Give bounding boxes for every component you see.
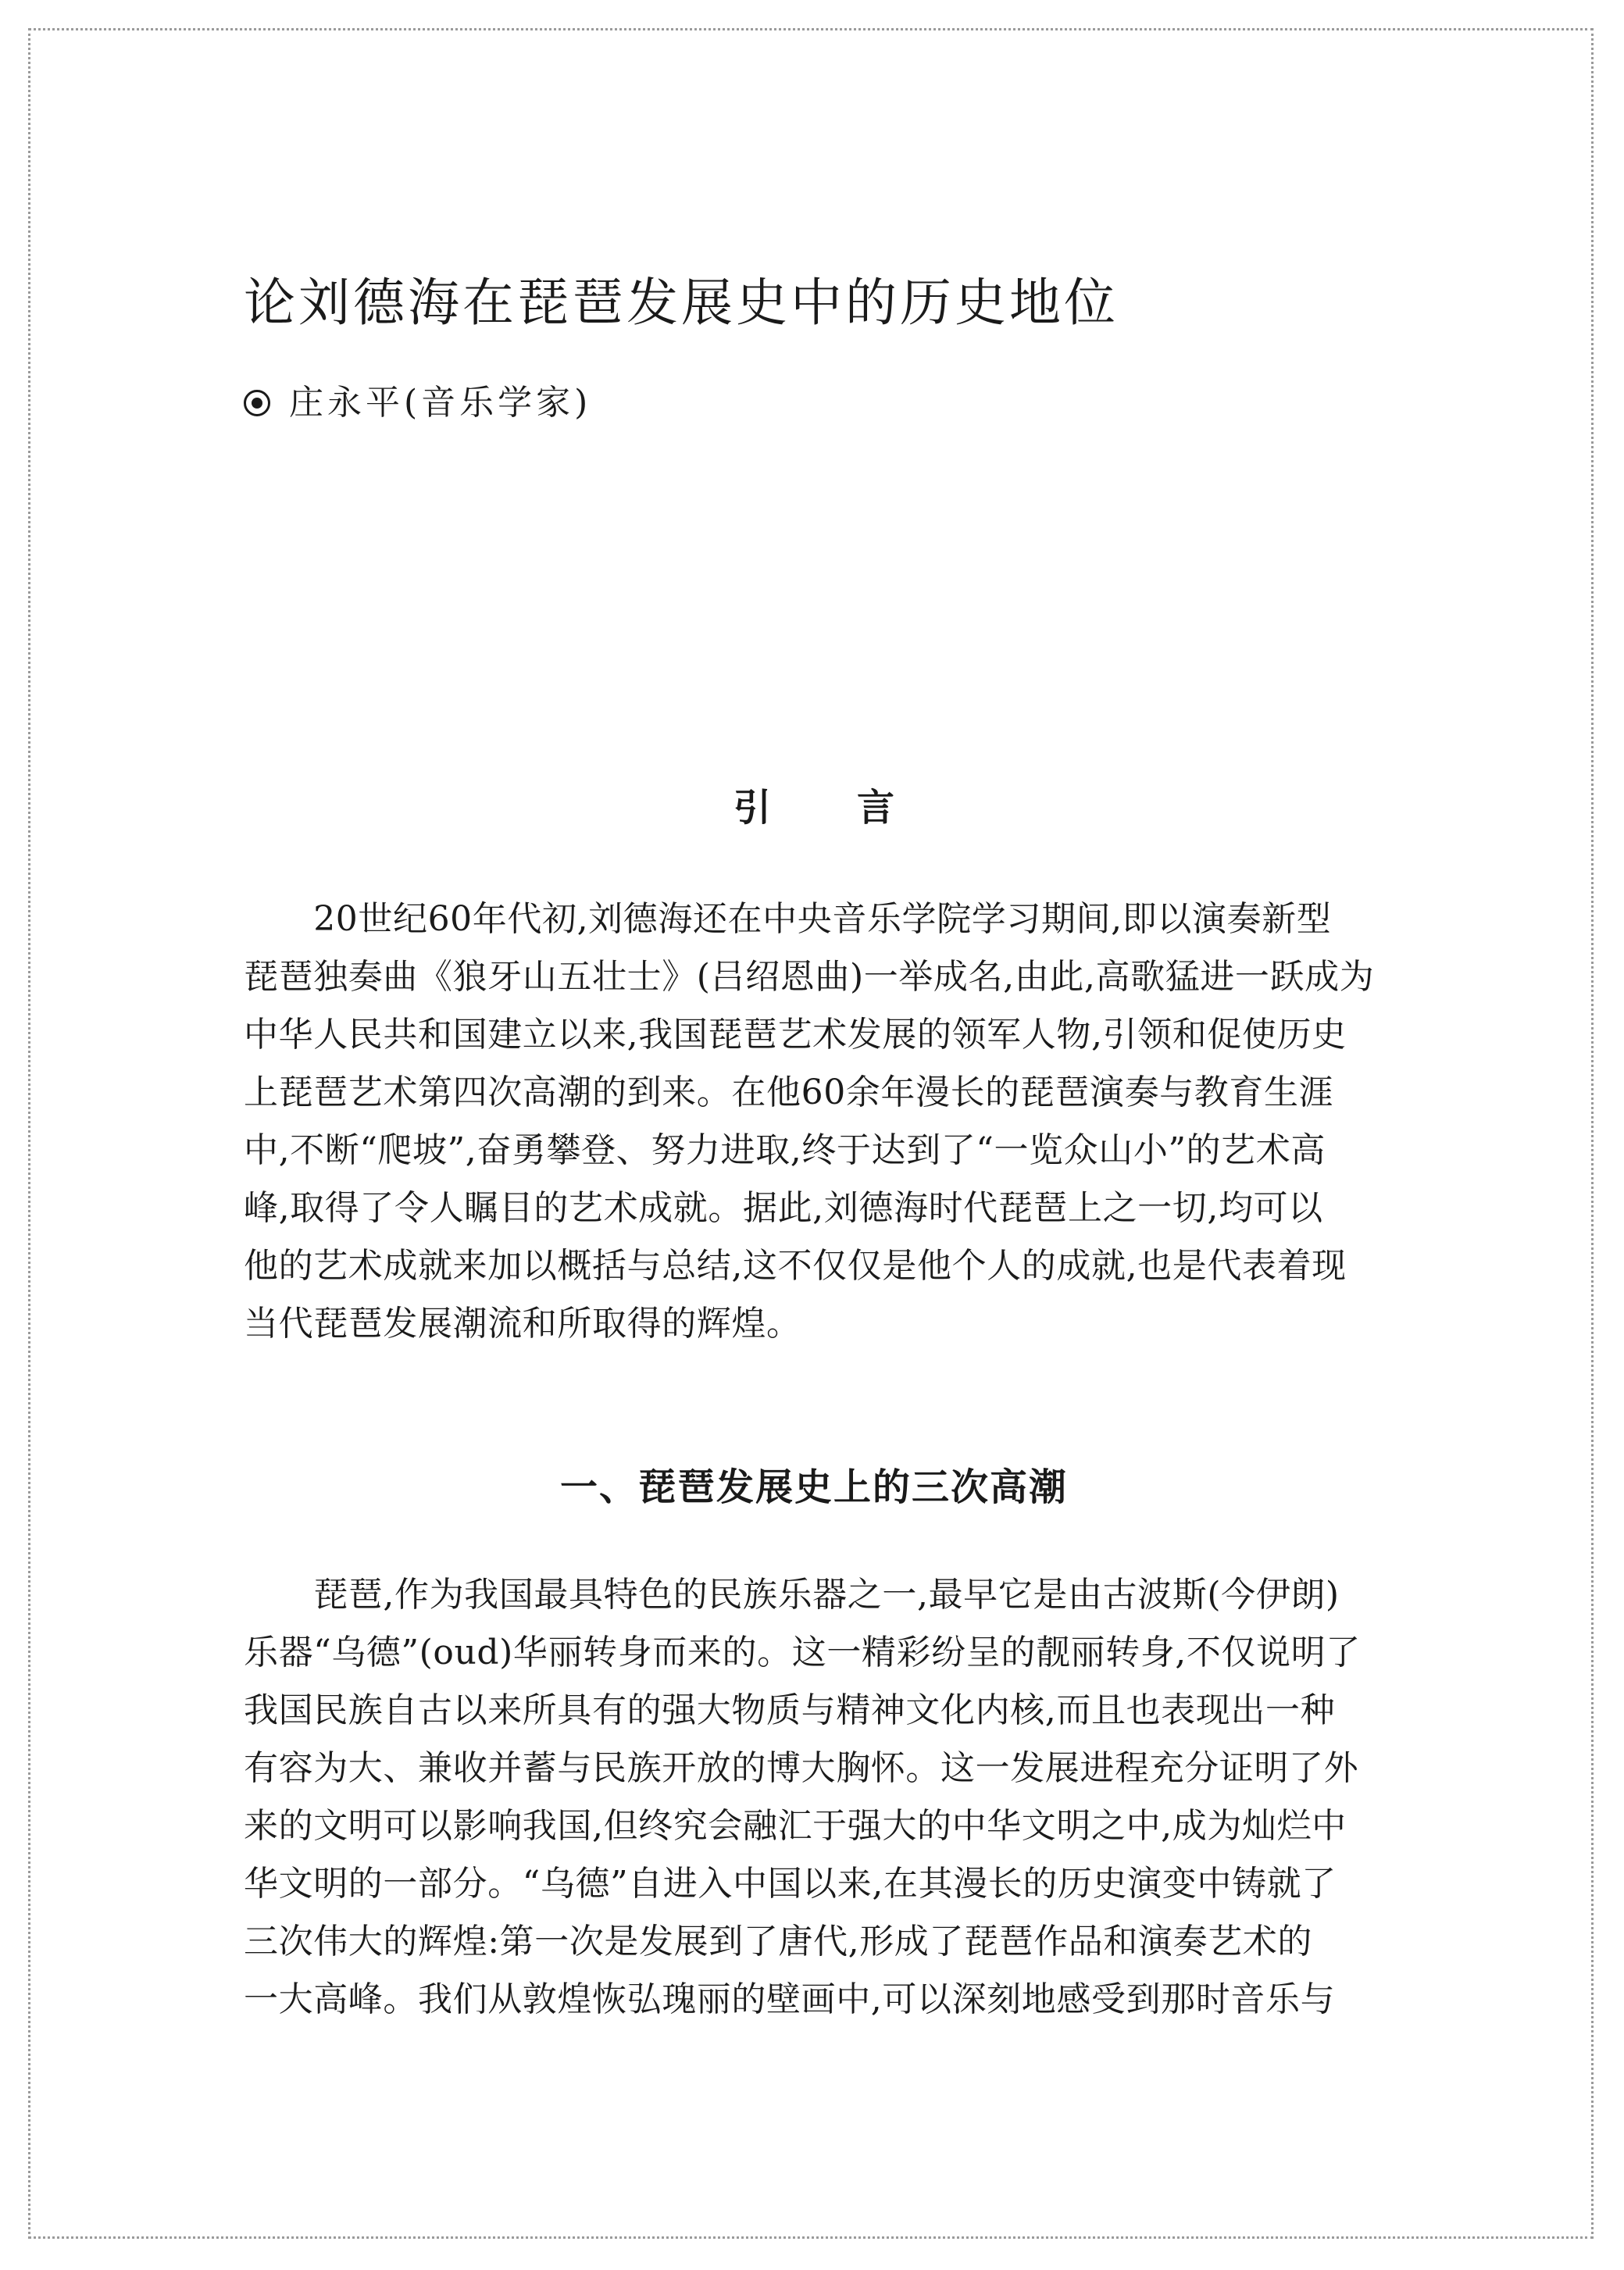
paragraph-section1: [244, 1566, 1384, 2029]
author-byline: [244, 383, 592, 423]
article-title: 论刘德海在琵琶发展史中的历史地位: [244, 273, 1119, 333]
text-line: 有容为大、兼收并蓄与民族开放的博大胸怀。这一发展进程充分证明了外: [244, 1748, 1359, 1788]
text-line: 他的艺术成就来加以概括与总结,这不仅仅是他个人的成就,也是代表着现: [244, 1246, 1347, 1286]
text-line: 我国民族自古以来所具有的强大物质与精神文化内核,而且也表现出一种: [244, 1690, 1336, 1730]
text-line: 当代琵琶发展潮流和所取得的辉煌。: [244, 1304, 801, 1344]
text-line: 华文明的一部分。“乌德”自进入中国以来,在其漫长的历史演变中铸就了: [244, 1864, 1337, 1904]
section-heading-intro: 引言: [733, 786, 980, 830]
paragraph-intro: [244, 891, 1384, 1353]
text-line: 三次伟大的辉煌:第一次是发展到了唐代,形成了琵琶作品和演奏艺术的: [244, 1922, 1313, 1961]
author-name: 庄永平(音乐学家): [289, 383, 592, 423]
text-line: 一大高峰。我们从敦煌恢弘瑰丽的壁画中,可以深刻地感受到那时音乐与: [244, 1979, 1336, 2019]
text-line: 上琵琶艺术第四次高潮的到来。在他60余年漫长的琵琶演奏与教育生涯: [244, 1073, 1334, 1112]
text-line: 琵琶,作为我国最具特色的民族乐器之一,最早它是由古波斯(今伊朗): [244, 1575, 1340, 1615]
text-line: 来的文明可以影响我国,但终究会融汇于强大的中华文明之中,成为灿烂中: [244, 1806, 1347, 1846]
text-line: 20世纪60年代初,刘德海还在中央音乐学院学习期间,即以演奏新型: [244, 899, 1332, 939]
section-heading-1: 一、琵琶发展史上的三次高潮: [559, 1465, 1068, 1509]
bullseye-icon: [244, 390, 270, 416]
text-line: 中,不断“爬坡”,奋勇攀登、努力进取,终于达到了“一览众山小”的艺术高: [244, 1130, 1326, 1170]
text-line: 琵琶独奏曲《狼牙山五壮士》(吕绍恩曲)一举成名,由此,高歌猛进一跃成为: [244, 957, 1375, 997]
text-line: 中华人民共和国建立以来,我国琵琶艺术发展的领军人物,引领和促使历史: [244, 1015, 1347, 1055]
text-line: 峰,取得了令人瞩目的艺术成就。据此,刘德海时代琵琶上之一切,均可以: [244, 1188, 1323, 1228]
text-line: 乐器“乌德”(oud)华丽转身而来的。这一精彩纷呈的靓丽转身,不仅说明了: [244, 1633, 1361, 1672]
